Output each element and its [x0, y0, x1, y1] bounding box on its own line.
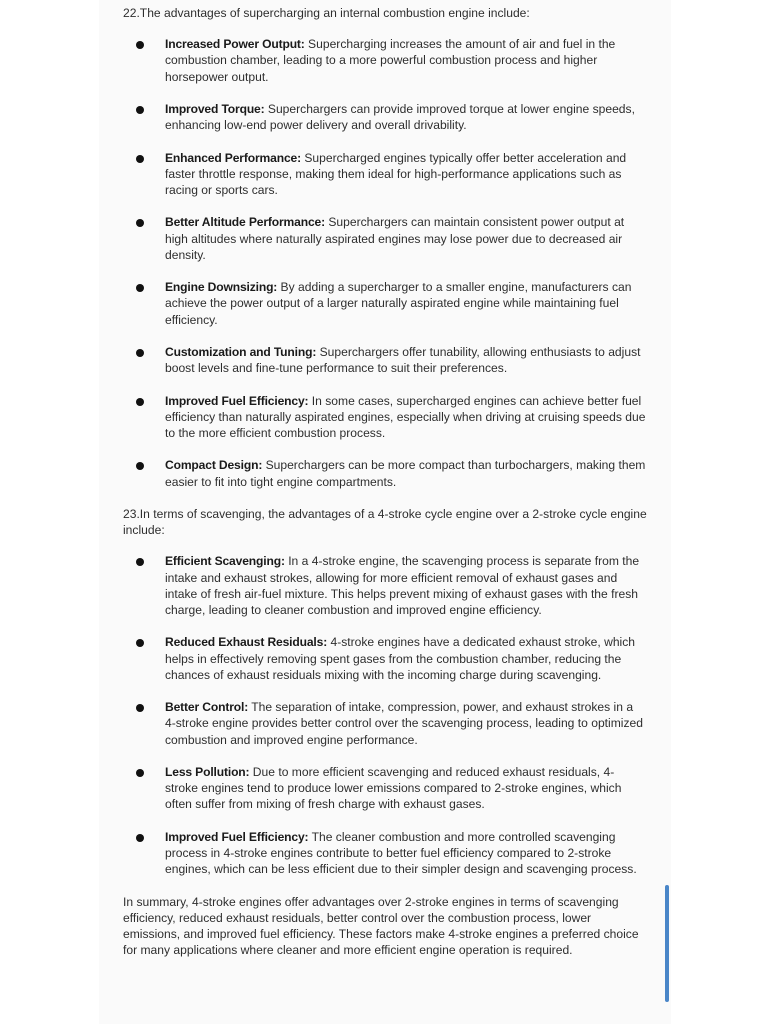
- list-item: [123, 457, 647, 489]
- bullet-icon: [136, 219, 144, 227]
- section-22-heading: 22.The advantages of supercharging an internal combustion engine include:: [123, 6, 530, 20]
- bullet-icon: [136, 558, 144, 566]
- item-term: Efficient Scavenging:: [165, 554, 285, 569]
- list-item: [123, 764, 647, 813]
- section-23-list: [123, 553, 647, 877]
- item-text: Superchargers offer tunability, allowing enthusiasts to adjust boost levels and fine-tune performance to suit their preferences.: [165, 344, 641, 376]
- item-term: Better Altitude Performance:: [165, 215, 325, 230]
- list-item: [123, 829, 647, 878]
- scroll-indicator[interactable]: [665, 885, 669, 1002]
- item-text: The separation of intake, compression, power, and exhaust strokes in a 4-stroke engine provides better control over the scavenging process, leading to optimized combustion and improved engine performance.: [165, 700, 643, 747]
- bullet-icon: [136, 106, 144, 114]
- list-item: [123, 214, 647, 263]
- section-22-list: [123, 36, 647, 490]
- bullet-icon: [136, 155, 144, 163]
- item-text: Superchargers can maintain consistent power output at high altitudes where naturally aspirated engines may lose power due to decreased air density.: [165, 215, 625, 262]
- item-text: In some cases, supercharged engines can achieve better fuel efficiency than naturally aspirated engines, especially when driving at cruising speeds due to the more efficient combustion process.: [165, 393, 646, 440]
- item-text: Supercharged engines typically offer better acceleration and faster throttle response, making them ideal for high-performance applications such as racing or sports cars.: [165, 150, 627, 197]
- item-term: Customization and Tuning:: [165, 344, 317, 359]
- item-term: Improved Torque:: [165, 102, 265, 116]
- item-text: By adding a supercharger to a smaller engine, manufacturers can achieve the power output of a larger naturally aspirated engine while maintaining fuel efficiency.: [165, 280, 632, 327]
- bullet-icon: [136, 769, 144, 777]
- item-text: Superchargers can provide improved torque at lower engine speeds, enhancing low-end power delivery and overall drivability.: [165, 102, 635, 133]
- item-term: Better Control:: [165, 700, 249, 715]
- list-item: [123, 279, 647, 328]
- list-item: [123, 553, 647, 618]
- bullet-icon: [136, 834, 144, 842]
- list-item: [123, 634, 647, 683]
- list-item: [123, 36, 647, 85]
- item-term: Less Pollution:: [165, 764, 250, 779]
- item-text: In a 4-stroke engine, the scavenging process is separate from the intake and exhaust strokes, allowing for more efficient removal of exhaust gases and intake of fresh air-fuel mixture. This helps prevent mixing of exhaust gases with the fresh charge, leading to cleaner combustion and improved engine efficiency.: [165, 554, 640, 617]
- item-term: Engine Downsizing:: [165, 280, 278, 295]
- bullet-icon: [136, 41, 144, 49]
- item-text: Supercharging increases the amount of air and fuel in the combustion chamber, leading to a more powerful combustion process and higher horsepower output.: [165, 37, 616, 84]
- list-item: [123, 101, 647, 133]
- bullet-icon: [136, 639, 144, 647]
- item-text: Superchargers can be more compact than turbochargers, making them easier to fit into tight engine compartments.: [165, 458, 646, 489]
- summary-paragraph: In summary, 4-stroke engines offer advantages over 2-stroke engines in terms of scavenging efficiency, reduced exhaust residuals, better control over the combustion process, lower emissions, and improved fuel efficiency. These factors make 4-stroke engines a preferred choice for many applications where cleaner and more efficient engine operation is required.: [123, 894, 639, 958]
- document-content: [123, 5, 647, 958]
- section-23-heading: 23.In terms of scavenging, the advantages of a 4-stroke cycle engine over a 2-stroke cycle engine include:: [123, 506, 647, 538]
- item-term: Compact Design:: [165, 458, 263, 473]
- list-item: [123, 344, 647, 376]
- item-term: Enhanced Performance:: [165, 150, 301, 165]
- list-item: [123, 699, 647, 748]
- item-term: Improved Fuel Efficiency:: [165, 393, 309, 408]
- list-item: [123, 150, 647, 199]
- item-term: Reduced Exhaust Residuals:: [165, 635, 328, 650]
- bullet-icon: [136, 284, 144, 292]
- bullet-icon: [136, 398, 144, 406]
- document-page: [99, 0, 671, 1024]
- item-term: Increased Power Output:: [165, 37, 305, 52]
- item-text: Due to more efficient scavenging and reduced exhaust residuals, 4-stroke engines tend to produce lower emissions compared to 2-stroke engines, which often suffer from mixing of fresh charge with exhaust gases.: [165, 764, 622, 812]
- bullet-icon: [136, 704, 144, 712]
- item-term: Improved Fuel Efficiency:: [165, 829, 309, 844]
- item-text: The cleaner combustion and more controlled scavenging process in 4-stroke engines contribute to better fuel efficiency compared to 2-stroke engines, which can be less efficient due to their simpler design and scavenging process.: [165, 829, 637, 877]
- item-text: 4-stroke engines have a dedicated exhaust stroke, which helps in effectively removing spent gases from the combustion chamber, reducing the chances of exhaust residuals mixing with the incoming charge during scavenging.: [165, 635, 636, 682]
- list-item: [123, 393, 647, 442]
- bullet-icon: [136, 462, 144, 470]
- bullet-icon: [136, 349, 144, 357]
